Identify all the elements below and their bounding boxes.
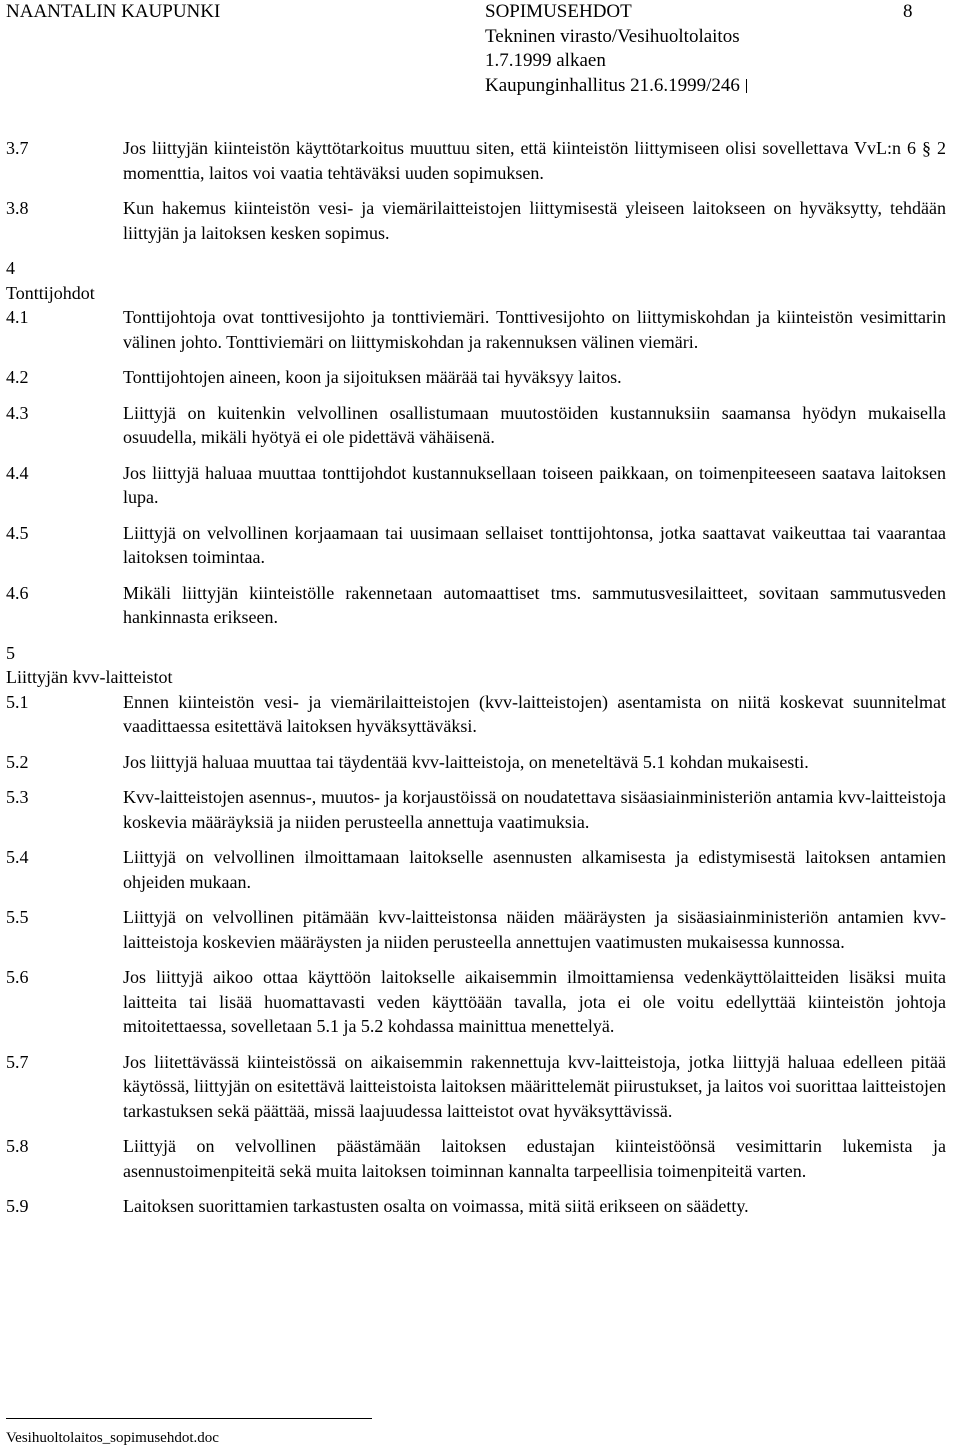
clause-text: Liittyjä on velvollinen päästämään laitoksen edustajan kiinteistöönsä vesimittarin lukemista ja asennustoimenpiteitä sekä muita laitoksen toiminnan kannalta tarpeellisia toimenpiteitä varten.	[123, 1136, 946, 1181]
valid-from: 1.7.1999 alkaen	[485, 50, 606, 71]
clause-number: 3.8	[6, 198, 29, 218]
clause-number: 5.2	[6, 751, 29, 772]
clause-text: Liittyjä on velvollinen pitämään kvv-laitteistonsa näiden määräysten ja sisäasiainministeriön antamien kvv-laitteistoja koskevien määräysten ja niiden perusteella annettujen vaatimusten mukaisessa kunnossa.	[123, 907, 946, 952]
clause-text: Tonttijohtoja ovat tonttivesijohto ja tonttiviemäri. Tonttivesijohto on liittymiskohdan ja kiinteistön vesimittarin välinen johto. Tonttiviemäri on liittymiskohdan ja rakennuksen välinen viemäri.	[123, 307, 946, 352]
clause-number: 5.9	[6, 1196, 29, 1216]
clause-text: Laitoksen suorittamien tarkastusten osalta on voimassa, mitä siitä erikseen on säädetty.	[123, 1196, 749, 1216]
paragraph-mark-icon	[746, 79, 753, 93]
section-4-heading	[6, 256, 946, 305]
document-body	[6, 136, 946, 1230]
clause-text: Jos liittyjän kiinteistön käyttötarkoitus muuttuu siten, että kiinteistön liittymiseen olisi sovellettava VvL:n 6 § 2 momenttia, laitos voi vaatia tehtäväksi uuden sopimuksen.	[123, 138, 946, 183]
clause-number: 5.6	[6, 967, 29, 987]
section-number: 4	[6, 258, 15, 278]
clause-number: 5.5	[6, 907, 29, 927]
clause-item	[6, 750, 946, 775]
clause-text: Kvv-laitteistojen asennus-, muutos- ja korjaustöissä on noudatettava sisäasiainministeriön antamia kvv-laitteistoja koskevia määräyksiä ja niiden perusteella annettuja vaatimuksia.	[123, 787, 946, 832]
section-title: Tonttijohdot	[6, 282, 95, 303]
section-title: Liittyjän kvv-laitteistot	[6, 667, 173, 687]
clause-item	[6, 785, 946, 834]
clause-number: 5.1	[6, 691, 29, 712]
clause-number: 4.3	[6, 402, 29, 423]
clause-text: Kun hakemus kiinteistön vesi- ja viemärilaitteistojen liittymisestä yleiseen laitokseen on hyväksytty, tehdään liittyjän ja laitoksen kesken sopimus.	[123, 198, 946, 243]
footer-filename: Vesihuoltolaitos_sopimusehdot.doc	[6, 1430, 219, 1446]
section-5-heading	[6, 641, 946, 690]
organization-name: NAANTALIN KAUPUNKI	[6, 1, 221, 22]
section-5-items	[6, 690, 946, 1219]
clause-item	[6, 305, 946, 354]
clause-number: 4.6	[6, 582, 29, 603]
clause-number: 5.8	[6, 1136, 29, 1156]
clause-number: 4.2	[6, 367, 29, 387]
clause-item	[6, 965, 946, 1039]
clause-text: Mikäli liittyjän kiinteistölle rakennetaan automaattiset tms. sammutusvesilaitteet, sovitaan sammutusveden hankinnasta erikseen.	[123, 582, 946, 627]
clause-item	[6, 1050, 946, 1124]
clause-number: 5.3	[6, 787, 29, 807]
clause-number: 5.4	[6, 847, 29, 867]
clause-text: Liittyjä on velvollinen korjaamaan tai uusimaan sellaiset tonttijohtonsa, jotka saattavat vaikeuttaa tai vaarantaa laitoksen toimintaa.	[123, 522, 946, 567]
clause-text: Jos liittyjä aikoo ottaa käyttöön laitokselle aikaisemmin ilmoittamiensa vedenkäyttölaitteiden lisäksi muita laitteita tai lisää huomattavasti veden käyttöään tavalla, jota ei ole voitu edellyttää kiinteistön johtoja mitoitettaessa, sovelletaan 5.1 ja 5.2 kohdassa mainittua menettelyä.	[123, 967, 946, 1036]
clause-item	[6, 1194, 946, 1219]
clause-text: Ennen kiinteistön vesi- ja viemärilaitteistojen (kvv-laitteistojen) asentamista on niitä koskevat suunnitelmat vaadittaessa esitettävä laitoksen hyväksyttäväksi.	[123, 691, 946, 736]
clause-item	[6, 196, 946, 245]
section-number: 5	[6, 642, 15, 663]
clause-item	[6, 401, 946, 450]
section-4-items	[6, 305, 946, 630]
page-number: 8	[903, 1, 913, 22]
clause-number: 4.1	[6, 307, 29, 327]
decision-reference: Kaupunginhallitus 21.6.1999/246	[485, 74, 740, 96]
page-header	[0, 0, 960, 100]
clause-item	[6, 581, 946, 630]
clause-number: 5.7	[6, 1051, 29, 1072]
clause-item	[6, 1134, 946, 1183]
clause-text: Jos liittyjä haluaa muuttaa tonttijohdot kustannuksellaan toiseen paikkaan, on toimenpiteeseen saatava laitoksen lupa.	[123, 462, 946, 507]
footer-divider	[6, 1418, 372, 1419]
clause-item	[6, 365, 946, 390]
clause-number: 4.5	[6, 522, 29, 543]
clause-text: Liittyjä on velvollinen ilmoittamaan laitokselle asennusten alkamisesta ja edistymisestä laitoksen antamien ohjeiden mukaan.	[123, 847, 946, 892]
clause-text: Jos liittyjä haluaa muuttaa tai täydentää kvv-laitteistoja, on meneteltävä 5.1 kohdan mukaisesti.	[123, 751, 809, 772]
clause-item	[6, 690, 946, 739]
clause-text: Jos liitettävässä kiinteistössä on aikaisemmin rakennettuja kvv-laitteistoja, jotka liittyjä haluaa edelleen pitää käytössä, liittyjän on esitettävä laitteistoista laitoksen määrittelemät piirustukset, ja laitos voi suorittaa laitteistojen tarkastuksen sekä päättää, missä laajuudessa laitteistot ovat hyväksyttävissä.	[123, 1051, 946, 1121]
header-info	[485, 0, 913, 98]
clause-item	[6, 905, 946, 954]
clause-number: 3.7	[6, 138, 29, 158]
clause-text: Tonttijohtojen aineen, koon ja sijoituksen määrää tai hyväksyy laitos.	[123, 367, 622, 387]
clause-text: Liittyjä on kuitenkin velvollinen osallistumaan muutostöiden kustannuksiin saamansa hyödyn mukaisella osuudella, mikäli hyötyä ei ole pidettävä vähäisenä.	[123, 402, 946, 447]
clause-item	[6, 521, 946, 570]
section-3-continued	[6, 136, 946, 245]
clause-item	[6, 461, 946, 510]
clause-item	[6, 845, 946, 894]
clause-number: 4.4	[6, 462, 29, 483]
clause-item	[6, 136, 946, 185]
department-name: Tekninen virasto/Vesihuoltolaitos	[485, 25, 740, 47]
document-type: SOPIMUSEHDOT	[485, 1, 632, 22]
